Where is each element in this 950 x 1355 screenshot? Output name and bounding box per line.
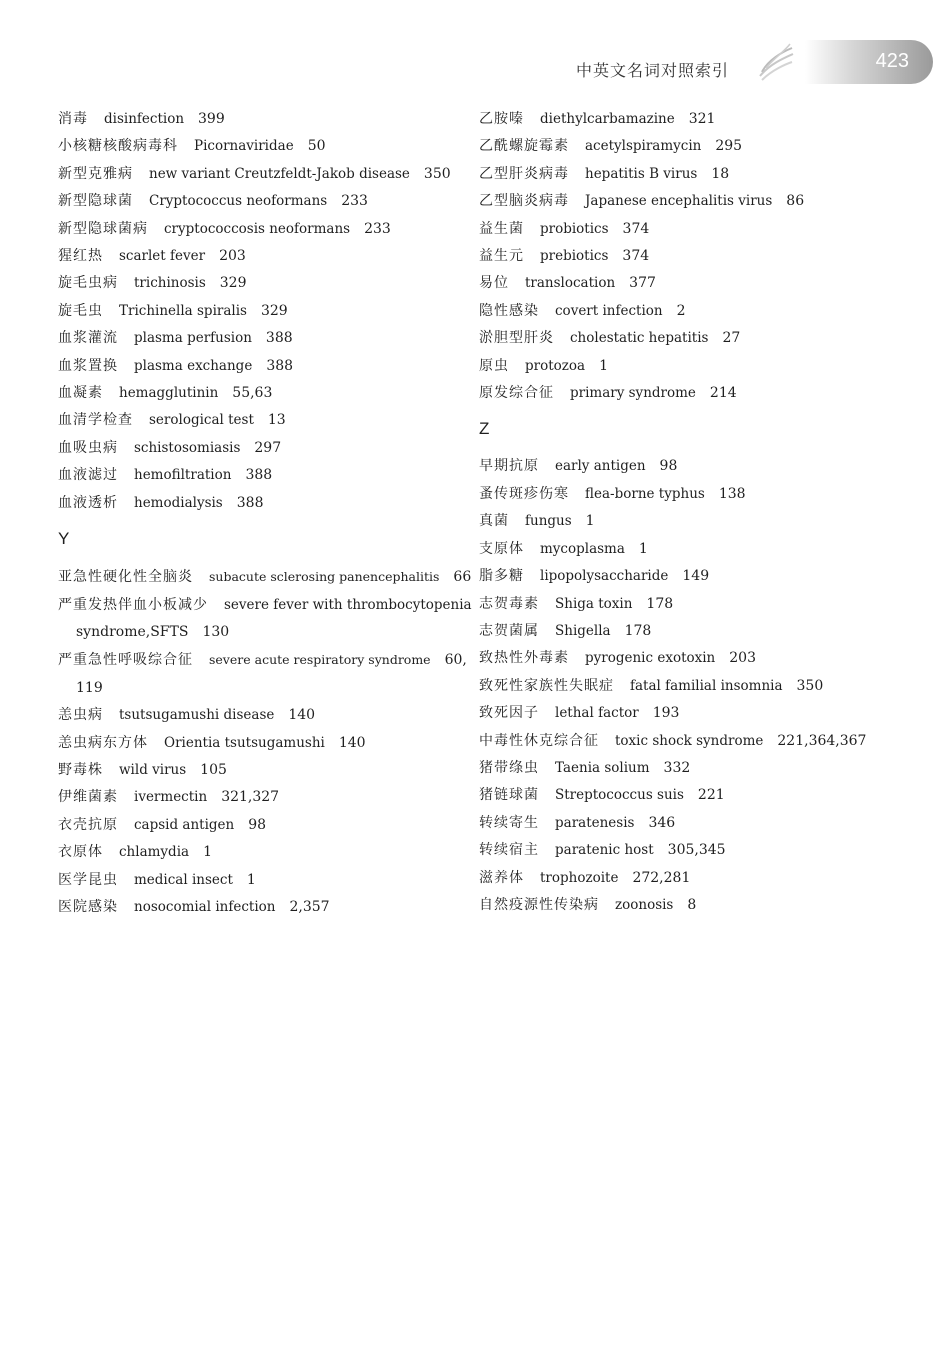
entry-chinese-term: 乙酰螺旋霉素 <box>479 138 569 155</box>
entry-chinese-term: 血液滤过 <box>58 467 118 484</box>
entry-english-term: primary syndrome <box>570 385 696 402</box>
index-entry <box>479 243 919 270</box>
entry-chinese-term: 真菌 <box>479 513 509 530</box>
entry-english-term: flea-borne typhus <box>585 485 705 502</box>
index-entry <box>479 563 919 590</box>
entry-chinese-term: 中毒性休克综合征 <box>479 732 599 749</box>
entry-english-term: acetylspiramycin <box>585 138 702 155</box>
entry-english-term: severe fever with thrombocytopenia <box>224 596 472 613</box>
entry-english-term: capsid antigen <box>134 816 235 833</box>
index-entry-continuation <box>58 619 463 646</box>
index-entry <box>479 298 919 325</box>
index-entry <box>479 188 919 215</box>
index-entry <box>479 270 919 297</box>
entry-english-term: paratenic host <box>555 842 654 859</box>
running-title: 中英文名词对照索引 <box>576 61 730 80</box>
entry-page-ref: 98 <box>248 816 267 833</box>
index-entry <box>58 325 463 352</box>
entry-chinese-term: 猩红热 <box>58 248 103 265</box>
entry-english-term: Shiga toxin <box>555 595 633 612</box>
entry-english-term: serological test <box>149 412 254 429</box>
index-entry <box>479 618 919 645</box>
index-entry <box>58 243 463 270</box>
entry-page-ref: 399 <box>198 111 225 127</box>
index-entry <box>479 865 919 892</box>
index-entry <box>479 353 919 380</box>
entry-chinese-term: 乙型脑炎病毒 <box>479 193 569 210</box>
index-entry <box>479 133 919 160</box>
entry-english-term: new variant Creutzfeldt-Jakob disease <box>149 165 410 182</box>
entry-english-term: Trichinella spiralis <box>119 302 247 319</box>
entry-chinese-term: 血浆灌流 <box>58 330 118 347</box>
entry-english-term: pyrogenic exotoxin <box>585 650 716 667</box>
entry-chinese-term: 致死因子 <box>479 705 539 722</box>
index-entry <box>58 407 463 434</box>
entry-english-term: protozoa <box>525 357 586 374</box>
entry-chinese-term: 转续宿主 <box>479 842 539 859</box>
entry-chinese-term: 消毒 <box>58 111 88 127</box>
entry-chinese-term: 支原体 <box>479 540 524 557</box>
entry-english-term: Picornaviridae <box>194 138 294 155</box>
index-entry-sfts <box>58 592 472 619</box>
entry-page-ref: 1 <box>599 357 608 374</box>
index-entry <box>479 380 919 407</box>
index-entry <box>479 536 919 563</box>
entry-chinese-term: 淤胆型肝炎 <box>479 330 554 347</box>
entry-page-ref: 388 <box>265 330 293 347</box>
entry-list-z <box>479 453 919 919</box>
page-number-badge <box>805 40 933 84</box>
entry-chinese-term: 致死性家族性失眠症 <box>479 677 614 694</box>
entry-chinese-term: 血凝素 <box>58 385 103 402</box>
entry-page-ref: 350 <box>423 165 451 182</box>
index-entry <box>58 462 463 489</box>
index-entry <box>58 216 463 243</box>
swirl-logo-icon <box>758 42 794 82</box>
entry-chinese-term: 血清学检查 <box>58 412 133 429</box>
index-column-right <box>479 106 919 919</box>
entry-english-term: hemofiltration <box>134 467 232 484</box>
entry-english-term: plasma perfusion <box>134 330 252 347</box>
entry-chinese-term: 易位 <box>479 275 509 292</box>
index-entry <box>58 702 463 729</box>
entry-chinese-term: 恙虫病东方体 <box>58 734 148 751</box>
entry-page-ref: 50 <box>307 138 326 155</box>
entry-page-ref: 221,364,367 <box>777 732 867 749</box>
entry-english-term: schistosomiasis <box>134 439 241 456</box>
index-entry <box>479 453 919 480</box>
index-entry <box>58 353 463 380</box>
entry-chinese-term: 血吸虫病 <box>58 439 118 456</box>
entry-list-y <box>58 563 472 702</box>
entry-chinese-term: 严重发热伴血小板减少 <box>58 596 208 613</box>
index-entry <box>58 730 463 757</box>
entry-page-ref: 18 <box>711 165 730 182</box>
entry-english-term: wild virus <box>119 761 187 778</box>
entry-english-term: zoonosis <box>615 896 674 913</box>
entry-english-term: Shigella <box>555 622 611 639</box>
entry-page-ref: 233 <box>364 220 391 237</box>
entry-page-ref: 203 <box>729 650 756 667</box>
index-entry <box>58 563 472 591</box>
entry-list-x <box>58 106 463 517</box>
index-entry <box>58 298 463 325</box>
entry-page-ref: 374 <box>622 248 650 265</box>
entry-english-term: Cryptococcus neoformans <box>149 193 328 210</box>
entry-english-term: cryptococcosis neoformans <box>164 220 351 237</box>
entry-chinese-term: 旋毛虫 <box>58 302 103 319</box>
entry-page-ref: 346 <box>648 814 676 831</box>
entry-chinese-term: 原发综合征 <box>479 385 554 402</box>
entry-chinese-term: 自然疫源性传染病 <box>479 896 599 913</box>
index-entry <box>58 435 463 462</box>
entry-chinese-term: 医院感染 <box>58 898 118 915</box>
entry-english-term: early antigen <box>555 458 646 475</box>
index-entry <box>58 188 463 215</box>
page-header <box>0 0 950 100</box>
index-entry <box>58 839 463 866</box>
entry-english-term: covert infection <box>555 302 663 319</box>
entry-english-term: diethylcarbamazine <box>540 111 675 127</box>
entry-page-ref: 13 <box>267 412 286 429</box>
entry-english-term: toxic shock syndrome <box>615 732 764 749</box>
entry-chinese-term: 早期抗原 <box>479 458 539 475</box>
entry-page-ref: 214 <box>709 385 737 402</box>
entry-english-term: paratenesis <box>555 814 635 831</box>
entry-chinese-term: 医学昆虫 <box>58 871 118 888</box>
index-entry <box>479 810 919 837</box>
entry-page-ref: 140 <box>288 707 316 724</box>
entry-chinese-term: 伊维菌素 <box>58 789 118 806</box>
entry-page-ref: 8 <box>687 896 697 913</box>
entry-english-term: lethal factor <box>555 705 639 722</box>
index-entry <box>479 673 919 700</box>
entry-english-term: prebiotics <box>540 248 609 265</box>
entry-chinese-term: 野毒株 <box>58 761 103 778</box>
entry-page-ref: 193 <box>652 705 680 722</box>
entry-chinese-term: 严重急性呼吸综合征 <box>58 652 193 669</box>
entry-english-term: ivermectin <box>134 789 208 806</box>
entry-english-term: translocation <box>525 275 616 292</box>
entry-list-y-continued <box>479 106 919 407</box>
entry-chinese-term: 乙胺嗪 <box>479 111 524 127</box>
entry-page-ref: 55,63 <box>232 385 273 402</box>
entry-english-term: nosocomial infection <box>134 898 276 915</box>
entry-chinese-term: 志贺毒素 <box>479 595 539 612</box>
section-heading-z: Z <box>479 419 490 439</box>
entry-page-ref: 130 <box>202 623 230 640</box>
entry-page-ref: 27 <box>722 330 741 347</box>
entry-chinese-term: 转续寄生 <box>479 814 539 831</box>
entry-english-term: fungus <box>525 513 572 530</box>
entry-chinese-term: 隐性感染 <box>479 302 539 319</box>
entry-page-ref: 221 <box>697 787 725 804</box>
index-entry <box>58 894 463 921</box>
index-entry <box>479 837 919 864</box>
entry-english-term: chlamydia <box>119 844 190 861</box>
index-entry <box>479 481 919 508</box>
index-entry <box>58 784 463 811</box>
entry-chinese-term: 乙型肝炎病毒 <box>479 165 569 182</box>
entry-page-ref: 178 <box>646 595 674 612</box>
entry-english-term: medical insect <box>134 871 233 888</box>
entry-english-term: Taenia solium <box>555 759 650 776</box>
entry-chinese-term: 蚤传斑疹伤寒 <box>479 485 569 502</box>
index-entry <box>479 161 919 188</box>
entry-chinese-term: 血液透析 <box>58 494 118 511</box>
entry-chinese-term: 猪链球菌 <box>479 787 539 804</box>
entry-chinese-term: 滋养体 <box>479 869 524 886</box>
entry-page-ref: 388 <box>236 494 264 511</box>
entry-chinese-term: 致热性外毒素 <box>479 650 569 667</box>
entry-english-term: lipopolysaccharide <box>540 568 669 585</box>
index-entry <box>479 216 919 243</box>
entry-page-ref: 203 <box>219 248 246 265</box>
entry-page-ref: 295 <box>715 138 743 155</box>
entry-page-ref: 233 <box>341 193 368 210</box>
entry-page-ref: 1 <box>585 513 595 530</box>
entry-chinese-term: 旋毛虫病 <box>58 275 118 292</box>
entry-list-y-rest <box>58 702 463 921</box>
index-entry <box>479 728 919 755</box>
entry-page-ref: 321,327 <box>221 789 280 806</box>
entry-chinese-term: 猪带绦虫 <box>479 759 539 776</box>
entry-page-ref: 329 <box>260 302 288 319</box>
entry-english-term: Orientia tsutsugamushi <box>164 734 325 751</box>
index-entry <box>479 508 919 535</box>
entry-english-term: mycoplasma <box>540 540 625 557</box>
entry-english-term: plasma exchange <box>134 357 253 374</box>
entry-page-ref: 2 <box>676 302 686 319</box>
entry-chinese-term: 小核糖核酸病毒科 <box>58 138 178 155</box>
entry-chinese-term: 新型隐球菌 <box>58 193 133 210</box>
entry-english-term: hemodialysis <box>134 494 223 511</box>
index-entry-continuation <box>58 675 463 702</box>
entry-chinese-term: 脂多糖 <box>479 568 524 585</box>
entry-english-term: fatal familial insomnia <box>630 677 783 694</box>
entry-page-ref: 329 <box>219 275 247 292</box>
entry-page-ref: 377 <box>629 275 656 292</box>
index-entry <box>58 490 463 517</box>
entry-english-term: Japanese encephalitis virus <box>585 193 773 210</box>
index-entry-sars <box>58 646 467 674</box>
entry-chinese-term: 衣壳抗原 <box>58 816 118 833</box>
index-entry <box>479 892 919 919</box>
section-heading-y: Y <box>58 529 70 549</box>
entry-page-ref: 98 <box>659 458 678 475</box>
index-entry <box>58 106 463 133</box>
entry-english-term: cholestatic hepatitis <box>570 330 709 347</box>
entry-english-continuation: syndrome,SFTS <box>76 623 189 640</box>
entry-page-ref: 178 <box>624 622 652 639</box>
index-entry <box>58 380 463 407</box>
entry-page-ref: 149 <box>682 568 710 585</box>
entry-english-term: hepatitis B virus <box>585 165 698 182</box>
entry-chinese-term: 益生元 <box>479 248 524 265</box>
entry-english-term: disinfection <box>104 111 185 127</box>
entry-page-ref: 374 <box>622 220 650 237</box>
page-number: 423 <box>875 50 909 72</box>
entry-page-ref: 138 <box>718 485 746 502</box>
index-entry <box>479 782 919 809</box>
index-entry <box>58 161 463 188</box>
entry-page-ref: 2,357 <box>289 898 330 915</box>
entry-chinese-term: 益生菌 <box>479 220 524 237</box>
entry-chinese-term: 血浆置换 <box>58 357 118 374</box>
entry-chinese-term: 新型克雅病 <box>58 165 133 182</box>
entry-page-ref: 332 <box>663 759 691 776</box>
index-entry <box>58 133 463 160</box>
entry-english-term: tsutsugamushi disease <box>119 707 275 724</box>
entry-page-ref: 305,345 <box>667 842 726 859</box>
index-entry <box>479 755 919 782</box>
entry-chinese-term: 亚急性硬化性全脑炎 <box>58 569 193 586</box>
entry-page-ref: 272,281 <box>632 869 691 886</box>
entry-page-continuation: 119 <box>76 679 103 696</box>
entry-chinese-term: 新型隐球菌病 <box>58 220 148 237</box>
index-entry <box>479 700 919 727</box>
entry-page-ref: 388 <box>266 357 294 374</box>
index-entry <box>58 757 463 784</box>
entry-page-ref: 1 <box>638 540 648 557</box>
index-entry <box>479 645 919 672</box>
entry-english-term: Streptococcus suis <box>555 787 684 804</box>
index-column-left <box>58 106 472 921</box>
entry-page-ref: 321 <box>688 111 716 127</box>
entry-page-ref: 297 <box>254 439 282 456</box>
entry-english-term: trichinosis <box>134 275 206 292</box>
entry-english-term: probiotics <box>540 220 609 237</box>
entry-page-ref: 60, <box>444 652 467 669</box>
entry-page-ref: 1 <box>203 844 212 861</box>
entry-page-ref: 86 <box>786 193 805 210</box>
entry-page-ref: 66 <box>453 569 472 586</box>
index-entry <box>479 325 919 352</box>
entry-page-ref: 140 <box>338 734 366 751</box>
entry-english-term: severe acute respiratory syndrome <box>209 652 431 668</box>
entry-chinese-term: 志贺菌属 <box>479 622 539 639</box>
entry-english-term: hemagglutinin <box>119 385 219 402</box>
entry-page-ref: 1 <box>246 871 256 888</box>
entry-chinese-term: 恙虫病 <box>58 707 103 724</box>
entry-english-term: subacute sclerosing panencephalitis <box>209 569 440 585</box>
index-entry <box>58 270 463 297</box>
entry-english-term: trophozoite <box>540 869 619 886</box>
index-entry <box>479 106 919 133</box>
entry-english-term: scarlet fever <box>119 248 206 265</box>
entry-page-ref: 388 <box>245 467 273 484</box>
entry-chinese-term: 衣原体 <box>58 844 103 861</box>
entry-page-ref: 105 <box>200 761 227 778</box>
index-entry <box>479 591 919 618</box>
entry-page-ref: 350 <box>796 677 824 694</box>
index-entry <box>58 867 463 894</box>
index-entry <box>58 812 463 839</box>
entry-chinese-term: 原虫 <box>479 357 509 374</box>
